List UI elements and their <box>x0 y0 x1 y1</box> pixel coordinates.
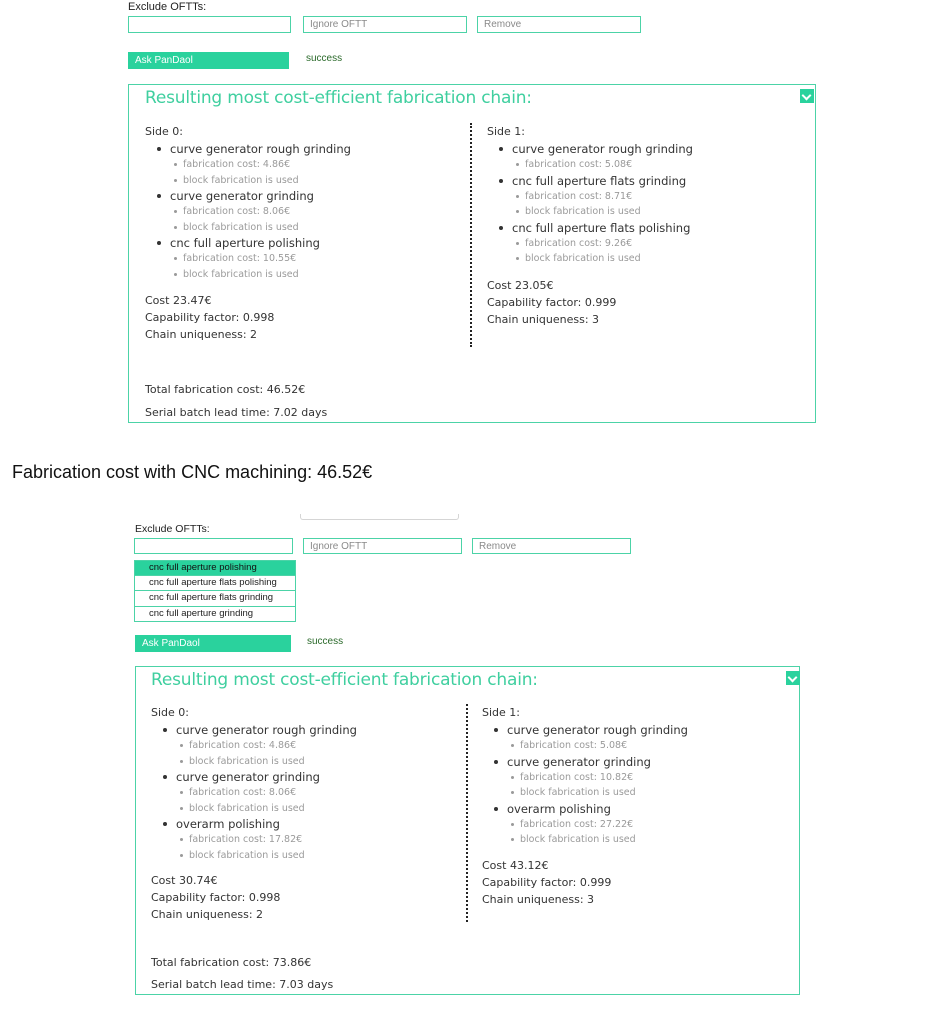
ask-pandaol-button[interactable]: Ask PanDaol <box>128 52 289 69</box>
dropdown-option[interactable]: cnc full aperture flats polishing <box>134 576 296 592</box>
chevron-down-icon[interactable] <box>800 89 814 103</box>
remove-field[interactable]: Remove <box>472 538 631 554</box>
side-1-section <box>482 704 688 908</box>
remove-field[interactable]: Remove <box>477 16 641 33</box>
step-block: block fabrication is used <box>170 220 351 236</box>
step-cost: fabrication cost: 9.26€ <box>512 236 693 252</box>
step-name: cnc full aperture polishing <box>170 235 351 251</box>
step-block: block fabrication is used <box>512 251 693 267</box>
step-name: curve generator grinding <box>507 754 688 770</box>
side-title: Side 0: <box>145 125 183 138</box>
step-cost: fabrication cost: 4.86€ <box>170 157 351 173</box>
chain-uniqueness: Chain uniqueness: 3 <box>487 312 600 326</box>
serial-batch-lead-time: Serial batch lead time: 7.02 days <box>145 406 328 419</box>
ignore-oftt-field[interactable]: Ignore OFTT <box>303 16 467 33</box>
step-cost: fabrication cost: 8.06€ <box>176 785 357 801</box>
dropdown-option[interactable]: cnc full aperture polishing <box>134 560 296 576</box>
step-name: curve generator rough grinding <box>170 142 351 156</box>
step-block: block fabrication is used <box>170 267 351 283</box>
step-name: curve generator grinding <box>176 769 357 785</box>
panel-title: Resulting most cost-efficient fabrication chain: <box>151 670 538 690</box>
step-block: block fabrication is used <box>176 848 357 864</box>
step-name: cnc full aperture flats grinding <box>512 173 693 189</box>
step-cost: fabrication cost: 5.08€ <box>512 157 693 173</box>
step-cost: fabrication cost: 27.22€ <box>507 817 688 833</box>
list-item <box>151 769 357 816</box>
step-name: cnc full aperture flats polishing <box>512 220 693 236</box>
chain-uniqueness: Chain uniqueness: 2 <box>145 328 258 341</box>
step-block: block fabrication is used <box>176 754 357 770</box>
capability-factor: Capability factor: 0.999 <box>487 295 617 309</box>
list-item <box>482 801 688 848</box>
chain-uniqueness: Chain uniqueness: 3 <box>482 892 595 906</box>
result-panel <box>128 84 816 423</box>
capability-factor: Capability factor: 0.998 <box>145 311 275 324</box>
step-name: curve generator grinding <box>170 188 351 204</box>
side-cost: Cost 43.12€ <box>482 858 549 872</box>
step-name: curve generator rough grinding <box>512 142 693 156</box>
exclude-ofts-label: Exclude OFTTs: <box>135 523 210 535</box>
step-name: overarm polishing <box>176 816 357 832</box>
side-divider <box>466 704 468 922</box>
chain-uniqueness: Chain uniqueness: 2 <box>151 908 264 921</box>
list-item <box>482 754 688 801</box>
side-title: Side 0: <box>151 706 189 719</box>
step-name: curve generator rough grinding <box>507 723 688 737</box>
side-cost: Cost 23.47€ <box>145 294 212 307</box>
side-title: Side 1: <box>482 706 520 719</box>
step-cost: fabrication cost: 8.06€ <box>170 204 351 220</box>
capability-factor: Capability factor: 0.999 <box>482 875 612 889</box>
step-block: block fabrication is used <box>507 785 688 801</box>
exclude-ofts-label: Exclude OFTTs: <box>128 1 207 13</box>
step-cost: fabrication cost: 4.86€ <box>176 738 357 754</box>
status-text: success <box>307 636 344 647</box>
step-cost: fabrication cost: 8.71€ <box>512 189 693 205</box>
panel-title: Resulting most cost-efficient fabrication chain: <box>145 88 532 108</box>
dropdown-option[interactable]: cnc full aperture flats grinding <box>134 591 296 607</box>
step-cost: fabrication cost: 17.82€ <box>176 832 357 848</box>
step-name: overarm polishing <box>507 801 688 817</box>
side-0-section <box>151 704 357 923</box>
total-fabrication-cost: Total fabrication cost: 73.86€ <box>151 956 312 969</box>
total-fabrication-cost: Total fabrication cost: 46.52€ <box>145 383 306 396</box>
caption: Fabrication cost with CNC machining: 46.52€ <box>12 462 373 482</box>
status-text: success <box>306 53 343 64</box>
side-title: Side 1: <box>487 125 525 138</box>
list-item <box>482 722 688 754</box>
list-item <box>145 188 351 235</box>
step-block: block fabrication is used <box>507 832 688 848</box>
list-item <box>151 816 357 863</box>
side-cost: Cost 23.05€ <box>487 278 554 292</box>
side-cost: Cost 30.74€ <box>151 874 218 887</box>
step-block: block fabrication is used <box>176 801 357 817</box>
list-item <box>487 141 693 173</box>
step-name: curve generator rough grinding <box>176 723 357 737</box>
dropdown-option[interactable]: cnc full aperture grinding <box>134 607 296 623</box>
capability-factor: Capability factor: 0.998 <box>151 891 281 904</box>
chevron-down-icon[interactable] <box>786 671 800 685</box>
list-item <box>145 235 351 282</box>
list-item <box>487 173 693 220</box>
step-cost: fabrication cost: 10.55€ <box>170 251 351 267</box>
list-item <box>151 722 357 769</box>
exclude-ofts-input[interactable] <box>134 538 293 554</box>
ignore-oftt-field[interactable]: Ignore OFTT <box>303 538 462 554</box>
list-item <box>487 220 693 267</box>
side-1-section <box>487 123 693 328</box>
side-0-section <box>145 123 351 343</box>
step-block: block fabrication is used <box>170 173 351 189</box>
step-cost: fabrication cost: 10.82€ <box>507 770 688 786</box>
list-item <box>145 141 351 188</box>
ghost-box <box>300 514 459 520</box>
serial-batch-lead-time: Serial batch lead time: 7.03 days <box>151 978 334 991</box>
side-divider <box>470 123 472 347</box>
ask-pandaol-button[interactable]: Ask PanDaol <box>135 635 291 652</box>
step-cost: fabrication cost: 5.08€ <box>507 738 688 754</box>
exclude-ofts-input[interactable] <box>128 16 291 33</box>
oftt-dropdown <box>134 560 296 622</box>
step-block: block fabrication is used <box>512 204 693 220</box>
result-panel <box>135 666 800 995</box>
